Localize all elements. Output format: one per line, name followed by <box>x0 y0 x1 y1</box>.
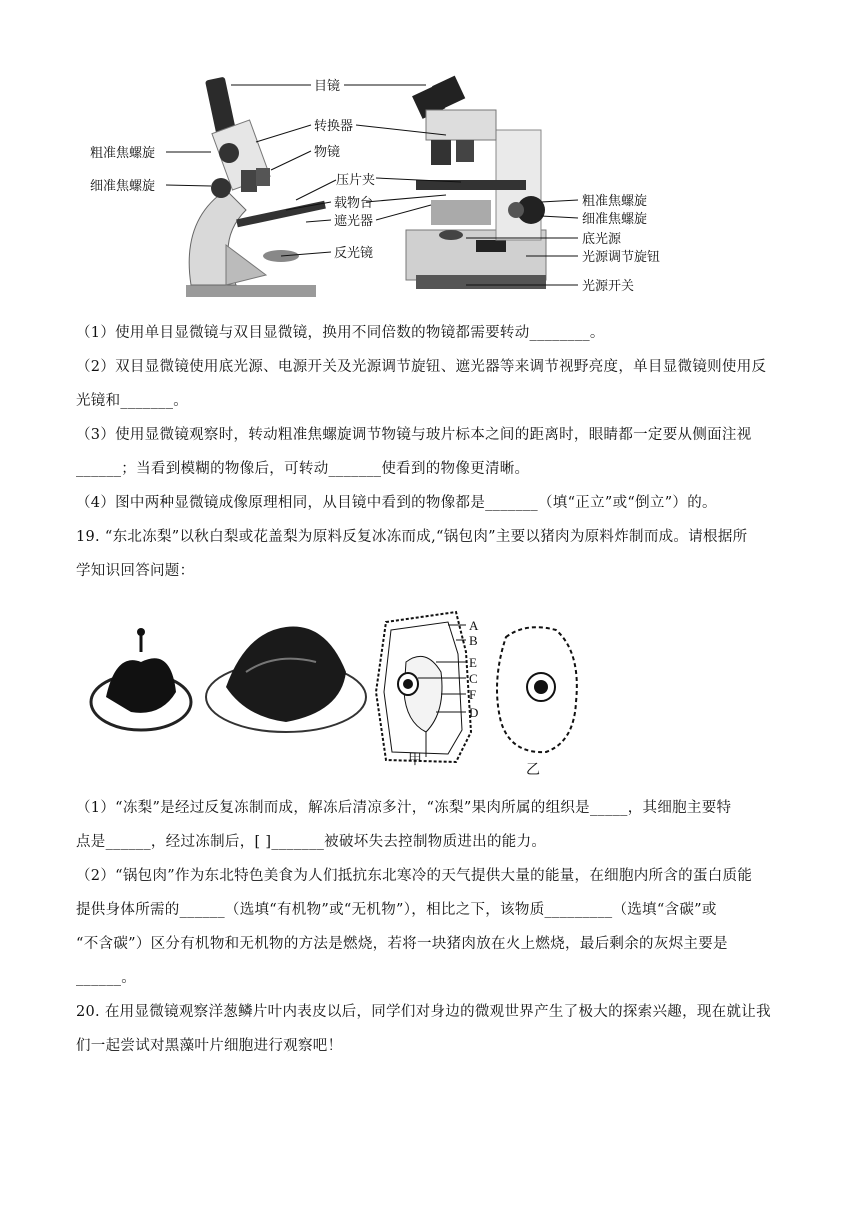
label-clip: 压片夹 <box>336 173 376 188</box>
cell-label-b: B <box>469 633 478 648</box>
q18-part1: （1）使用单目显微镜与双目显微镜，换用不同倍数的物镜都需要转动________。 <box>76 325 605 341</box>
label-fine-left: 细准焦螺旋 <box>90 179 156 194</box>
label-mirror: 反光镜 <box>334 246 374 261</box>
label-switch: 光源开关 <box>582 279 635 294</box>
monocular-microscope <box>186 77 326 297</box>
q20-line1: 20. 在用显微镜观察洋葱鳞片叶内表皮以后，同学们对身边的微观世界产生了极大的探索兴趣，现在就让我 <box>76 1004 771 1020</box>
q18-part2b: 光镜和_______。 <box>76 393 189 409</box>
q19-part1a: （1）“冻梨”是经过反复冻制而成，解冻后清凉多汁，“冻梨”果肉所属的组织是_____，其细胞主要特 <box>76 800 732 816</box>
q19-part2a: （2）“锅包肉”作为东北特色美食为人们抵抗东北寒冷的天气提供大量的能量，在细胞内所含的蛋白质能 <box>76 868 753 884</box>
q19-part2b: 提供身体所需的______（选填“有机物”或“无机物”），相比之下，该物质_________（选填“含碳”或 <box>76 902 717 918</box>
q20-line2: 们一起尝试对黑藻叶片细胞进行观察吧！ <box>76 1038 343 1054</box>
q19-intro-line2: 学知识回答问题： <box>76 563 195 579</box>
label-nosepiece: 转换器 <box>314 119 354 134</box>
frozen-pear-photo <box>91 628 191 730</box>
label-diaphragm: 遮光器 <box>334 214 374 229</box>
cell-label-e: E <box>469 655 477 670</box>
label-light: 底光源 <box>582 232 622 247</box>
microscope-figure <box>86 70 686 302</box>
guobaorou-photo <box>206 627 366 732</box>
animal-cell-diagram <box>497 627 577 752</box>
q19-part1b: 点是______，经过冻制后，[ ]_______被破坏失去控制物质进出的能力。 <box>76 834 547 850</box>
cell-label-a: A <box>469 618 479 633</box>
food-cell-figure <box>86 592 596 782</box>
cell-label-f: F <box>469 687 477 702</box>
label-stage: 载物台 <box>334 196 374 211</box>
plant-cell-diagram <box>376 612 471 762</box>
cell-label-c: C <box>469 671 478 686</box>
q18-part3a: （3）使用显微镜观察时，转动粗准焦螺旋调节物镜与玻片标本之间的距离时，眼睛都一定要从侧面注视 <box>76 427 752 443</box>
cell-label-d: D <box>469 705 479 720</box>
label-fine-right: 细准焦螺旋 <box>582 212 648 227</box>
label-eyepiece: 目镜 <box>314 79 341 94</box>
caption-jia: 甲 <box>408 752 422 768</box>
q18-part3b: ______；当看到模糊的物像后，可转动_______使看到的物像更清晰。 <box>76 461 530 477</box>
label-coarse-right: 粗准焦螺旋 <box>582 194 648 209</box>
label-knob: 光源调节旋钮 <box>582 250 661 265</box>
caption-yi: 乙 <box>526 762 540 778</box>
q18-part4: （4）图中两种显微镜成像原理相同，从目镜中看到的物像都是_______（填“正立”或“倒立”）的。 <box>76 495 717 511</box>
q19-part2d: ______。 <box>76 970 137 986</box>
q18-part2a: （2）双目显微镜使用底光源、电源开关及光源调节旋钮、遮光器等来调节视野亮度，单目显微镜则使用反 <box>76 359 767 375</box>
label-objective: 物镜 <box>314 145 341 160</box>
binocular-microscope <box>406 76 546 289</box>
q19-intro-line1: 19. “东北冻梨”以秋白梨或花盖梨为原料反复冰冻而成,“锅包肉”主要以猪肉为原料炸制而成。请根据所 <box>76 529 748 545</box>
label-coarse-left: 粗准焦螺旋 <box>90 146 156 161</box>
q19-part2c: “不含碳”）区分有机物和无机物的方法是燃烧，若将一块猪肉放在火上燃烧，最后剩余的灰烬主要是 <box>76 936 728 952</box>
